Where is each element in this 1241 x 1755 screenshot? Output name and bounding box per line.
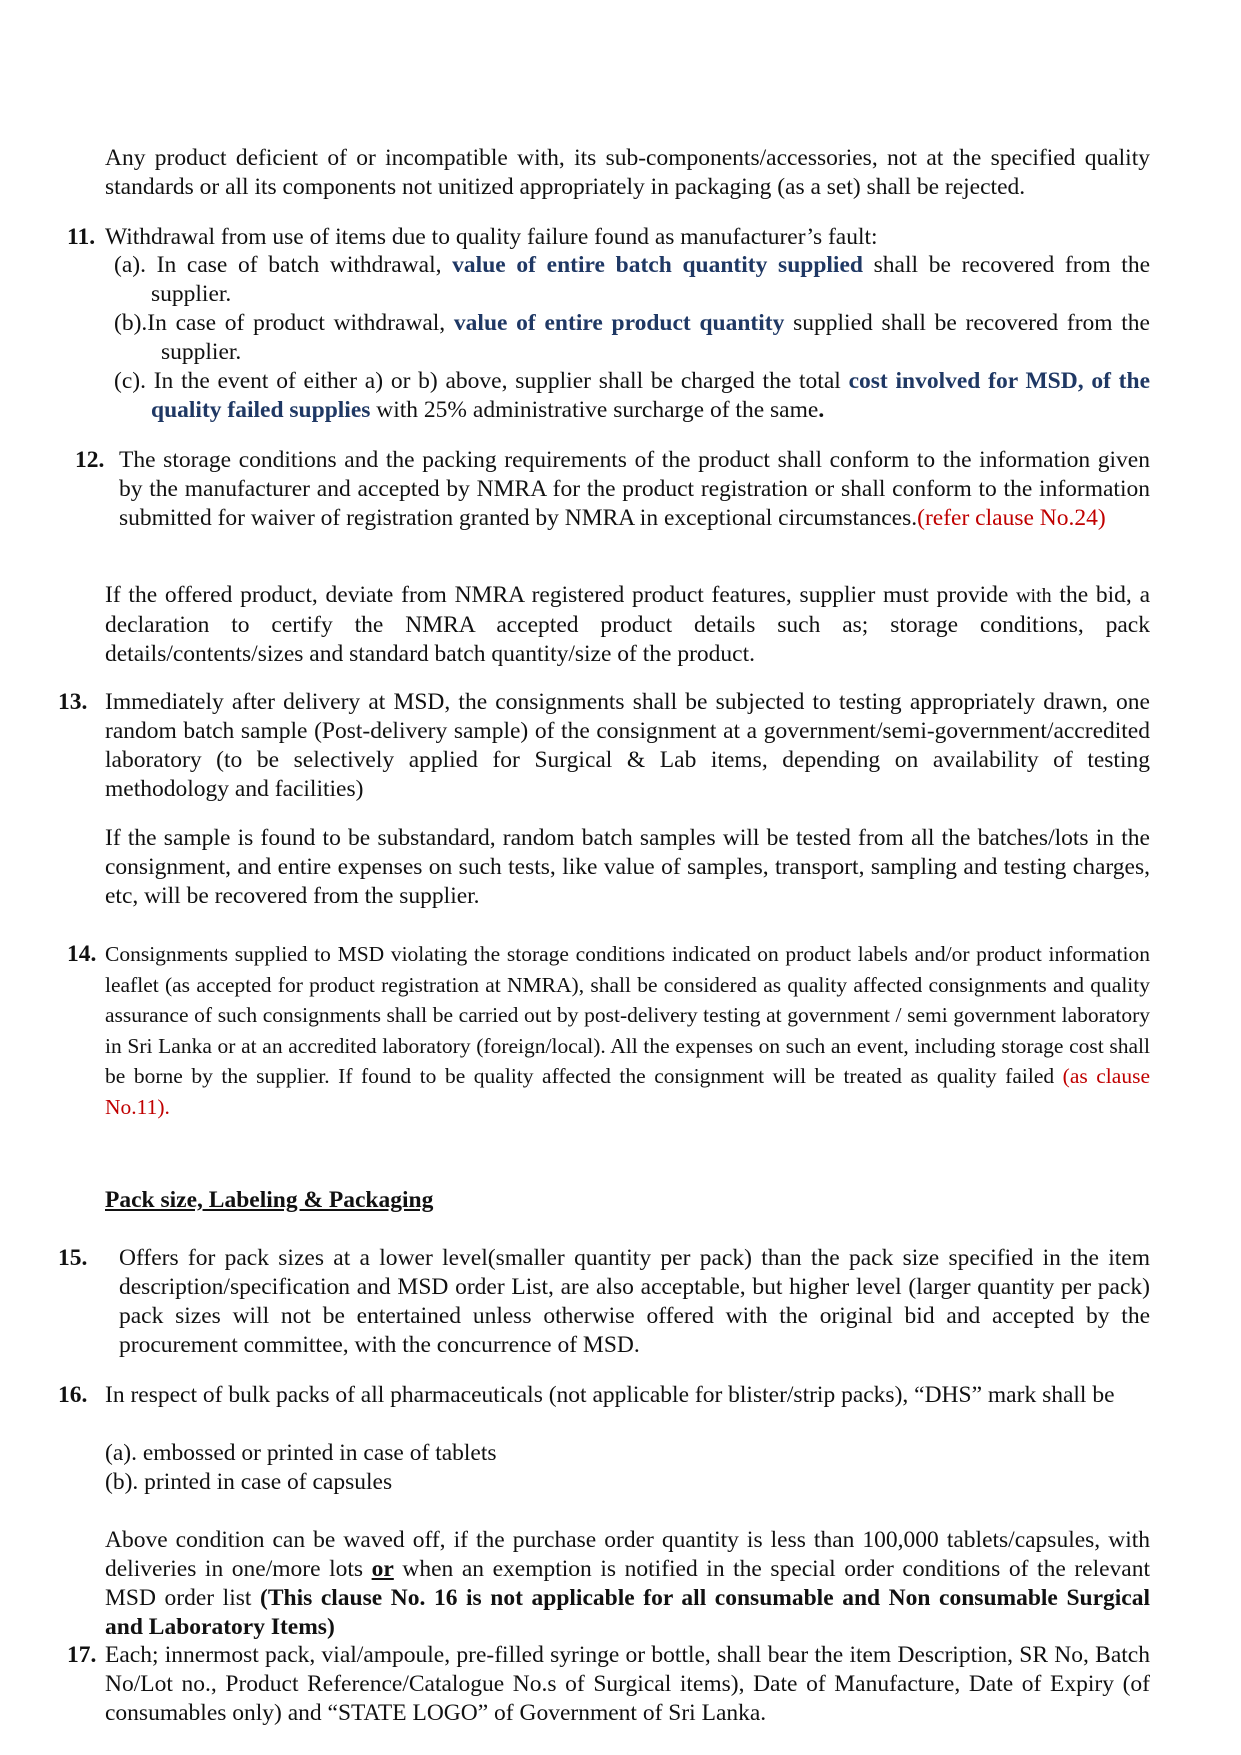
- clause-13-number: 13.: [58, 689, 88, 715]
- clause-11-item-c: (c). In the event of either a) or b) above, supplier shall be charged the total cost involved for MSD, of the quality failed supplies with 25% administrative surcharge of the same.: [114, 368, 1151, 423]
- clause-16-item-b: (b). printed in case of capsules: [105, 1469, 393, 1495]
- clause-16-item-a: (a). embossed or printed in case of tablets: [105, 1440, 497, 1466]
- clause-14-text: Consignments supplied to MSD violating the storage conditions indicated on product labels and/or product information leaflet (as accepted for product registration at NMRA), shall be considered as quality affected consignments and quality assurance of such consignments shall be carried out by post-delivery testing at government / semi government laboratory in Sri Lanka or at an accredited laboratory (foreign/local). All the expenses on such an event, including storage cost shall be borne by the supplier. If found to be quality affected the consignment will be treated as quality failed (as clause No.11).: [105, 942, 1150, 1119]
- clause-11-item-b: (b).In case of product withdrawal, value of entire product quantity supplied shall be recovered from the supplier.: [114, 310, 1150, 365]
- intro-text: Any product deficient of or incompatible with, its sub-components/accessories, not at the specified quality standards or all its components not unitized appropriately in packaging (as a set) shall be rejected.: [105, 145, 1150, 200]
- clause-12-number: 12.: [75, 447, 105, 473]
- clause-14-reference: (as clause No.11).: [105, 1064, 1150, 1119]
- clause-11-number: 11.: [67, 224, 96, 250]
- clause-13-text: Immediately after delivery at MSD, the consignments shall be subjected to testing appropriately drawn, one random batch sample (Post-delivery sample) of the consignment at a government/semi-government/accredited laboratory (to be selectively applied for Surgical & Lab items, depending on availability of testing methodology and facilities): [105, 689, 1150, 802]
- intro-paragraph: [105, 144, 1150, 202]
- clause-12-text: The storage conditions and the packing requirements of the product shall conform to the information given by the manufacturer and accepted by NMRA for the product registration or shall conform to the information submitted for waiver of registration granted by NMRA in exceptional circumstances.(refer clause No.24): [119, 447, 1150, 531]
- product-quantity-highlight: value of entire product quantity: [453, 310, 785, 336]
- clause-12-paragraph-2: If the offered product, deviate from NMRA registered product features, supplier must provide with the bid, a declaration to certify the NMRA accepted product details such as; storage conditions, pack details/contents/sizes and standard batch quantity/size of the product.: [105, 582, 1150, 667]
- section-heading: Pack size, Labeling & Packaging: [105, 1187, 434, 1213]
- clause-14-number: 14.: [67, 941, 97, 967]
- clause-12-reference: (refer clause No.24): [917, 505, 1106, 531]
- cost-involved-highlight: cost involved for MSD, of the quality failed supplies: [151, 368, 1151, 423]
- clause-15-text: Offers for pack sizes at a lower level(smaller quantity per pack) than the pack size specified in the item description/specification and MSD order List, are also acceptable, but higher level (larger quantity per pack) pack sizes will not be entertained unless otherwise offered with the original bid and accepted by the procurement committee, with the concurrence of MSD.: [119, 1245, 1150, 1358]
- clause-16-paragraph-2: Above condition can be waved off, if the purchase order quantity is less than 100,000 tablets/capsules, with deliveries in one/more lots or when an exemption is notified in the special order conditions of the relevant MSD order list (This clause No. 16 is not applicable for all consumable and Non consumable Surgical and Laboratory Items): [105, 1527, 1151, 1640]
- clause-15-number: 15.: [58, 1245, 88, 1271]
- clause-11-item-a: (a). In case of batch withdrawal, value of entire batch quantity supplied shall be recovered from the supplier.: [114, 252, 1150, 307]
- clause-11-lead: Withdrawal from use of items due to quality failure found as manufacturer’s fault:: [105, 224, 878, 250]
- clause-16-text: In respect of bulk packs of all pharmaceuticals (not applicable for blister/strip packs), “DHS” mark shall be: [105, 1382, 1115, 1408]
- clause-16-number: 16.: [58, 1382, 88, 1408]
- clause-13-paragraph-2: If the sample is found to be substandard, random batch samples will be tested from all the batches/lots in the consignment, and entire expenses on such tests, like value of samples, transport, sampling and testing charges, etc, will be recovered from the supplier.: [105, 825, 1150, 909]
- batch-quantity-highlight: value of entire batch quantity supplied: [452, 252, 863, 278]
- clause-17-text: Each; innermost pack, vial/ampoule, pre-filled syringe or bottle, shall bear the item Description, SR No, Batch No/Lot no., Product Reference/Catalogue No.s of Surgical items), Date of Manufacture, Date of Expiry (of consumables only) and “STATE LOGO” of Government of Sri Lanka.: [105, 1642, 1150, 1726]
- clause-17-number: 17.: [67, 1642, 97, 1668]
